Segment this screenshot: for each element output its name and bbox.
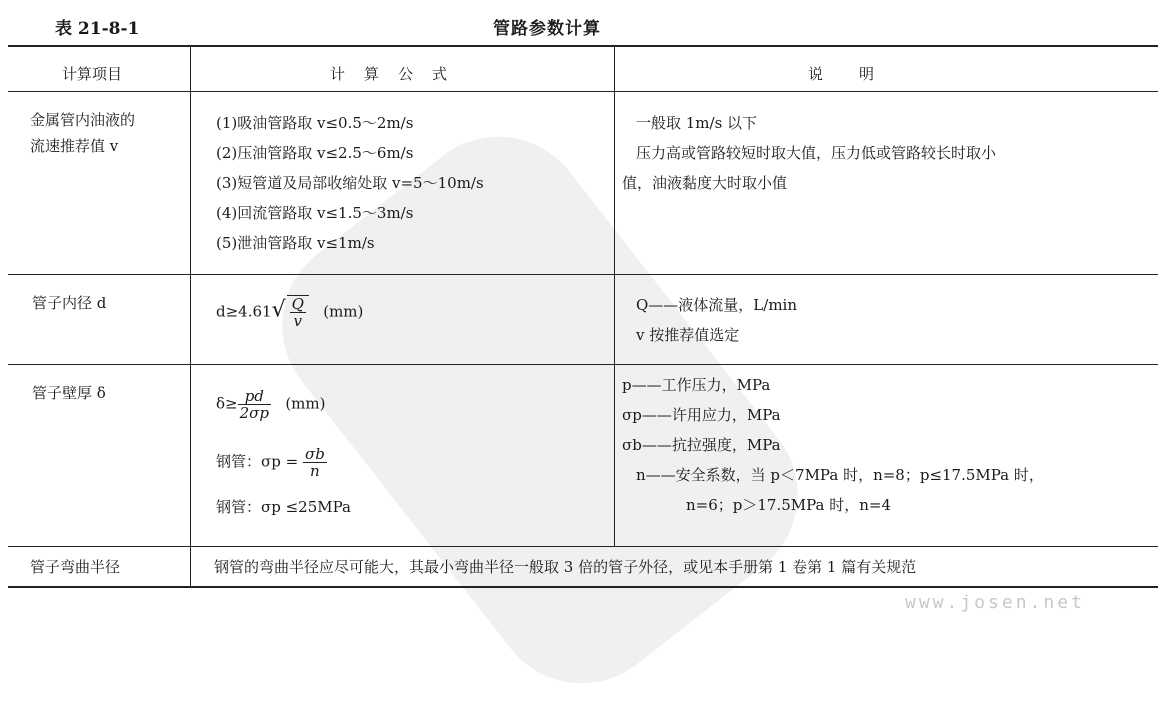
table-top-border (8, 45, 1158, 47)
row2-formula-unit: (mm) (323, 302, 364, 321)
row2-formula-den: v (293, 312, 302, 330)
row3-notes (622, 370, 1044, 520)
table-bottom-border (8, 586, 1158, 588)
row3-note-1: p——工作压力，MPa (622, 376, 771, 394)
row3-steel1-prefix: 钢管：σp = (216, 452, 299, 471)
row-divider-2 (8, 364, 1158, 365)
row1-note-2: 压力高或管路较短时取大值，压力低或管路较长时取小 (636, 144, 997, 162)
col-divider-1 (190, 45, 191, 588)
watermark: www.josen.net (905, 592, 1085, 613)
table-number: 表 21-8-1 (55, 19, 140, 39)
row1-item-line1: 金属管内油液的 (30, 111, 136, 129)
row4-formula: 钢管的弯曲半径应尽可能大，其最小弯曲半径一般取 3 倍的管子外径，或见本手册第 1 卷第 1 篇有关规范 (214, 558, 917, 576)
row1-item (30, 107, 135, 159)
row4-item: 管子弯曲半径 (30, 558, 121, 576)
row1-notes (622, 108, 996, 198)
row3-steel1 (216, 446, 327, 479)
row3-formula-num: pd (238, 388, 271, 405)
row3-formula-den: 2σp (239, 404, 269, 422)
row1-formula-2: (2)压油管路取 v≤2.5～6m/s (216, 144, 414, 162)
table-title: 管路参数计算 (493, 19, 601, 39)
row2-formula-num: Q (291, 295, 304, 313)
row2-note-2: v 按推荐值选定 (636, 326, 740, 344)
row2-formula-prefix: d≥4.61 (216, 302, 272, 321)
col-header-formula: 计 算 公 式 (330, 65, 450, 83)
row3-steel1-den: n (310, 462, 320, 480)
row1-note-1: 一般取 1m/s 以下 (636, 114, 758, 132)
row1-item-line2: 流速推荐值 v (30, 137, 119, 155)
row3-note-3: σb——抗拉强度，MPa (622, 436, 781, 454)
row1-formula-3: (3)短管道及局部收缩处取 v=5～10m/s (216, 174, 484, 192)
row1-formula-1: (1)吸油管路取 v≤0.5～2m/s (216, 114, 414, 132)
row1-formula-4: (4)回流管路取 v≤1.5～3m/s (216, 204, 414, 222)
row2-note-1: Q——液体流量，L/min (636, 296, 797, 314)
col-header-notes: 说 明 (808, 65, 877, 83)
row3-steel2: 钢管：σp ≤25MPa (216, 498, 351, 516)
row3-note-4: n——安全系数，当 p＜7MPa 时，n=8；p≤17.5MPa 时， (636, 466, 1044, 484)
row-divider-3 (8, 546, 1158, 547)
row3-steel1-num: σb (304, 445, 325, 463)
row3-note-2: σp——许用应力，MPa (622, 406, 781, 424)
row1-formulas (216, 108, 484, 258)
header-divider (8, 91, 1158, 92)
row-divider-1 (8, 274, 1158, 275)
row2-notes (636, 290, 797, 350)
col-header-item: 计算项目 (62, 65, 123, 83)
row3-formula-prefix: δ≥ (216, 394, 238, 413)
col-divider-2 (614, 45, 615, 546)
row1-note-3: 值，油液黏度大时取小值 (622, 174, 788, 192)
row3-item: 管子壁厚 δ (32, 384, 106, 402)
row2-item: 管子内径 d (32, 294, 107, 312)
row3-note-5: n=6；p＞17.5MPa 时，n=4 (686, 496, 892, 514)
row3-formula-unit: (mm) (285, 394, 326, 413)
row2-formula: d≥4.61√ $\frac{Q}{v}$ (mm) (216, 295, 364, 330)
row1-formula-5: (5)泄油管路取 v≤1m/s (216, 234, 375, 252)
row3-formula (216, 388, 325, 421)
